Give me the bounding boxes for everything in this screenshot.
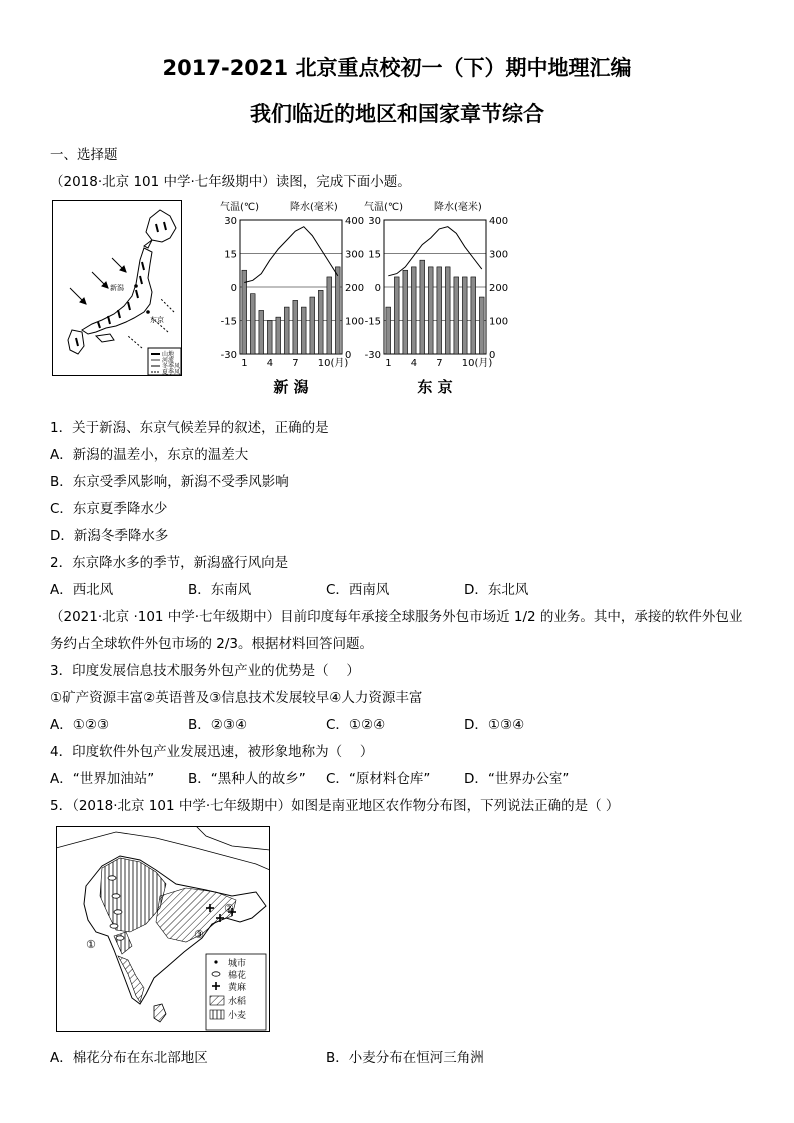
precip-bar bbox=[411, 267, 416, 354]
precip-bar bbox=[267, 321, 272, 355]
precip-bar bbox=[327, 277, 332, 354]
precip-bar bbox=[284, 307, 289, 354]
q4-option-c[interactable]: C．“原材料仓库” bbox=[326, 771, 431, 787]
legend-summer-wind: 夏季风 bbox=[162, 369, 181, 376]
precip-axis-title: 降水(毫米) bbox=[434, 202, 482, 213]
intro-2-line2: 务约占全球软件外包市场的 2/3。根据材料回答问题。 bbox=[50, 636, 374, 652]
precip-tick-label: 0 bbox=[345, 350, 352, 361]
legend-city: 城市 bbox=[228, 959, 247, 969]
q3-option-a[interactable]: A．①②③ bbox=[50, 717, 110, 733]
japan-legend bbox=[148, 348, 181, 376]
precip-bar bbox=[276, 317, 281, 354]
q1-stem: 1．关于新潟、东京气候差异的叙述，正确的是 bbox=[50, 420, 329, 436]
month-tick-label: 4 bbox=[266, 358, 274, 369]
temp-tick-label: -15 bbox=[364, 316, 381, 328]
precip-tick-label: 0 bbox=[489, 350, 496, 361]
q4-stem: 4．印度软件外包产业发展迅速，被形象地称为（ ） bbox=[50, 744, 374, 760]
q2-stem: 2．东京降水多的季节，新潟盛行风向是 bbox=[50, 555, 289, 571]
q5-option-a[interactable]: A．棉花分布在东北部地区 bbox=[50, 1050, 208, 1066]
q1-option-d[interactable]: D．新潟冬季降水多 bbox=[50, 528, 169, 544]
precip-bar bbox=[386, 307, 391, 354]
intro-1: （2018·北京 101 中学·七年级期中）读图，完成下面小题。 bbox=[50, 174, 411, 190]
precip-bar bbox=[259, 310, 264, 354]
tokyo-label: 东京 bbox=[150, 316, 164, 324]
map-label-2: ② bbox=[224, 902, 234, 915]
precip-bar bbox=[250, 294, 255, 354]
temp-tick-label: 15 bbox=[224, 249, 237, 261]
temp-tick-label: 15 bbox=[368, 249, 381, 261]
q2-option-d[interactable]: D．东北风 bbox=[464, 582, 529, 598]
q2-option-c[interactable]: C．西南风 bbox=[326, 582, 390, 598]
precip-bar bbox=[462, 277, 467, 354]
q3-option-d[interactable]: D．①③④ bbox=[464, 717, 525, 733]
intro-2-line1: （2021·北京 ·101 中学·七年级期中）目前印度每年承接全球服务外包市场近 1/2 的业务。其中，承接的软件外包业 bbox=[50, 609, 743, 625]
precip-bar bbox=[471, 277, 476, 354]
month-tick-label: 4 bbox=[410, 358, 418, 369]
niigata-dot bbox=[134, 284, 138, 288]
legend-wheat: 小麦 bbox=[228, 1011, 247, 1021]
precip-bar bbox=[437, 267, 442, 354]
map-label-1: ① bbox=[86, 938, 96, 951]
map-label-3: ③ bbox=[194, 928, 204, 941]
month-tick-label: 1 bbox=[241, 358, 248, 369]
q2-option-b[interactable]: B．东南风 bbox=[188, 582, 252, 598]
q1-option-b[interactable]: B．东京受季风影响，新潟不受季风影响 bbox=[50, 474, 289, 490]
precip-bar bbox=[445, 267, 450, 354]
niigata-label: 新潟 bbox=[110, 284, 124, 292]
precip-bar bbox=[428, 267, 433, 354]
q2-option-a[interactable]: A．西北风 bbox=[50, 582, 114, 598]
legend-mountain: 山地 bbox=[162, 351, 175, 358]
temp-tick-label: 0 bbox=[230, 283, 237, 294]
legend-rice: 水稻 bbox=[228, 997, 247, 1007]
temp-tick-label: 30 bbox=[368, 216, 381, 227]
precip-tick-label: 300 bbox=[489, 249, 509, 261]
section-title: 一、选择题 bbox=[50, 147, 118, 163]
precip-tick-label: 200 bbox=[489, 283, 509, 294]
precip-bar bbox=[420, 260, 425, 354]
month-tick-label: 10(月) bbox=[461, 358, 493, 369]
legend-jute: 黄麻 bbox=[228, 983, 247, 993]
q1-option-c[interactable]: C．东京夏季降水少 bbox=[50, 501, 168, 517]
month-tick-label: 1 bbox=[385, 358, 392, 369]
q3-items: ①矿产资源丰富②英语普及③信息技术发展较早④人力资源丰富 bbox=[50, 690, 423, 706]
page-subtitle: 我们临近的地区和国家章节综合 bbox=[250, 102, 544, 126]
precip-bar bbox=[310, 297, 315, 354]
precip-tick-label: 400 bbox=[489, 216, 509, 227]
precip-bar bbox=[301, 307, 306, 354]
month-tick-label: 7 bbox=[436, 358, 443, 369]
month-tick-label: 7 bbox=[292, 358, 299, 369]
india-legend bbox=[206, 954, 266, 1030]
q5-stem: 5．（2018·北京 101 中学·七年级期中）如图是南亚地区农作物分布图，下列说法正确的是（ ） bbox=[50, 798, 620, 814]
japan-map bbox=[52, 200, 182, 376]
temp-tick-label: -30 bbox=[364, 350, 381, 361]
tokyo-dot bbox=[146, 310, 150, 314]
q1-option-a[interactable]: A．新潟的温差小，东京的温差大 bbox=[50, 447, 249, 463]
temp-tick-label: -30 bbox=[220, 350, 237, 361]
precip-bar bbox=[293, 300, 298, 354]
q4-option-a[interactable]: A．“世界加油站” bbox=[50, 771, 155, 787]
climate-chart-niigata bbox=[218, 198, 368, 403]
q3-stem: 3．印度发展信息技术服务外包产业的优势是（ ） bbox=[50, 663, 360, 679]
legend-river: 河流 bbox=[162, 357, 175, 364]
q4-option-b[interactable]: B．“黑种人的故乡” bbox=[188, 771, 306, 787]
chart-city-name: 新 潟 bbox=[273, 378, 309, 396]
month-tick-label: 10(月) bbox=[317, 358, 349, 369]
precip-axis-title: 降水(毫米) bbox=[290, 202, 338, 213]
temp-tick-label: 0 bbox=[374, 283, 381, 294]
precip-bar bbox=[318, 290, 323, 354]
precip-tick-label: 100 bbox=[345, 316, 365, 328]
precip-bar bbox=[394, 277, 399, 354]
q3-option-c[interactable]: C．①②④ bbox=[326, 717, 386, 733]
legend-cotton: 棉花 bbox=[228, 971, 247, 981]
precip-bar bbox=[403, 270, 408, 354]
precip-bar bbox=[335, 267, 340, 354]
precip-tick-label: 400 bbox=[345, 216, 365, 227]
precip-tick-label: 300 bbox=[345, 249, 365, 261]
q4-option-d[interactable]: D．“世界办公室” bbox=[464, 771, 570, 787]
chart-city-name: 东 京 bbox=[417, 378, 453, 396]
q5-option-b[interactable]: B．小麦分布在恒河三角洲 bbox=[326, 1050, 484, 1066]
temp-tick-label: 30 bbox=[224, 216, 237, 227]
page-title: 2017-2021 北京重点校初一（下）期中地理汇编 bbox=[162, 56, 632, 80]
precip-tick-label: 100 bbox=[489, 316, 509, 328]
precip-tick-label: 200 bbox=[345, 283, 365, 294]
climate-chart-tokyo bbox=[362, 198, 512, 403]
south-asia-map bbox=[56, 826, 270, 1032]
precip-bar bbox=[479, 297, 484, 354]
legend-winter-wind: 冬季风 bbox=[162, 363, 181, 370]
q3-option-b[interactable]: B．②③④ bbox=[188, 717, 248, 733]
temp-tick-label: -15 bbox=[220, 316, 237, 328]
temp-axis-title: 气温(℃) bbox=[364, 202, 404, 213]
precip-bar bbox=[454, 277, 459, 354]
temp-axis-title: 气温(℃) bbox=[220, 202, 260, 213]
precip-bar bbox=[242, 270, 247, 354]
